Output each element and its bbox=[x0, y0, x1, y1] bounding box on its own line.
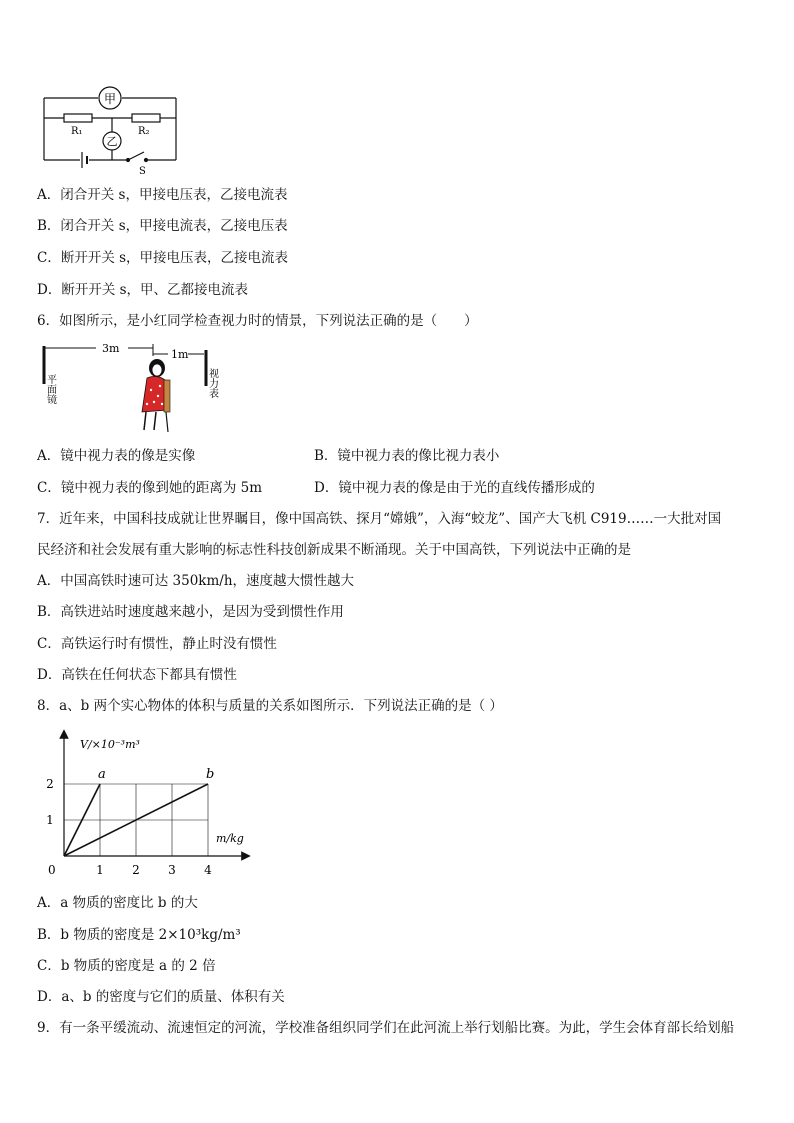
x-tick-label: 1 bbox=[96, 863, 104, 877]
girl-illustration bbox=[142, 359, 170, 432]
distance-3m-label: 3m bbox=[102, 342, 120, 355]
series-label-a: a bbox=[98, 767, 106, 782]
q5-option-d: D．断开开关 s，甲、乙都接电流表 bbox=[37, 282, 249, 298]
q5-option-a: A．闭合开关 s，甲接电压表，乙接电流表 bbox=[37, 187, 288, 203]
origin-label: 0 bbox=[48, 863, 56, 877]
y-tick-label: 2 bbox=[46, 777, 54, 791]
q6-option-a: A．镜中视力表的像是实像 bbox=[37, 448, 196, 464]
q7-option-a: A．中国高铁时速可达 350km/h，速度越大惯性越大 bbox=[37, 573, 355, 589]
r2-label: R₂ bbox=[138, 126, 150, 137]
q7-stem-line2: 民经济和社会发展有重大影响的标志性科技创新成果不断涌现。关于中国高铁，下列说法中正确的是 bbox=[37, 542, 631, 558]
mirror-label: 平面镜 bbox=[44, 374, 56, 404]
meter-yi-label: 乙 bbox=[106, 135, 118, 148]
q7-option-d: D．高铁在任何状态下都具有惯性 bbox=[37, 667, 237, 683]
x-tick-label: 4 bbox=[204, 863, 212, 877]
q6-stem: 6．如图所示，是小红同学检查视力时的情景，下列说法正确的是（ ） bbox=[37, 313, 478, 329]
q6-option-b: B．镜中视力表的像比视力表小 bbox=[314, 448, 500, 464]
q7-stem-line1: 7．近年来，中国科技成就让世界瞩目，像中国高铁、探月“嫦娥”，入海“蛟龙”、国产大飞机 C919……一大批对国 bbox=[37, 511, 722, 527]
q6-option-c: C．镜中视力表的像到她的距离为 5m bbox=[37, 480, 263, 496]
q5-option-b: B．闭合开关 s，甲接电流表，乙接电压表 bbox=[37, 218, 288, 234]
q6-option-d: D．镜中视力表的像是由于光的直线传播形成的 bbox=[314, 480, 595, 496]
distance-1m-label: 1m bbox=[171, 348, 189, 361]
q8-option-a: A．a 物质的密度比 b 的大 bbox=[37, 895, 198, 911]
q7-option-c: C．高铁运行时有惯性，静止时没有惯性 bbox=[37, 636, 277, 652]
chart-label: 视力表 bbox=[206, 368, 218, 398]
q5-option-c: C．断开开关 s，甲接电压表，乙接电流表 bbox=[37, 250, 289, 266]
meter-jia-label: 甲 bbox=[103, 92, 117, 106]
y-tick-label: 1 bbox=[46, 813, 54, 827]
q7-option-b: B．高铁进站时速度越来越小，是因为受到惯性作用 bbox=[37, 604, 344, 620]
circuit-diagram bbox=[38, 82, 183, 177]
q8-stem: 8．a、b 两个实心物体的体积与质量的关系如图所示．下列说法正确的是（ ） bbox=[37, 698, 503, 714]
r1-label: R₁ bbox=[71, 126, 83, 137]
switch-label: S bbox=[139, 166, 146, 177]
q8-option-b: B．b 物质的密度是 2×10³kg/m³ bbox=[37, 927, 241, 943]
x-axis-label: m/kg bbox=[216, 832, 244, 845]
y-axis-label: V/×10⁻³m³ bbox=[80, 738, 140, 751]
volume-mass-chart bbox=[38, 728, 258, 878]
x-tick-label: 3 bbox=[168, 863, 176, 877]
series-label-b: b bbox=[206, 767, 215, 782]
q8-option-d: D．a、b 的密度与它们的质量、体积有关 bbox=[37, 989, 285, 1005]
x-tick-label: 2 bbox=[132, 863, 140, 877]
q8-option-c: C．b 物质的密度是 a 的 2 倍 bbox=[37, 958, 216, 974]
eye-test-figure bbox=[38, 338, 218, 438]
q9-stem-line1: 9．有一条平缓流动、流速恒定的河流，学校准备组织同学们在此河流上举行划船比赛。为此，学生会体育部长给划船 bbox=[37, 1020, 735, 1036]
